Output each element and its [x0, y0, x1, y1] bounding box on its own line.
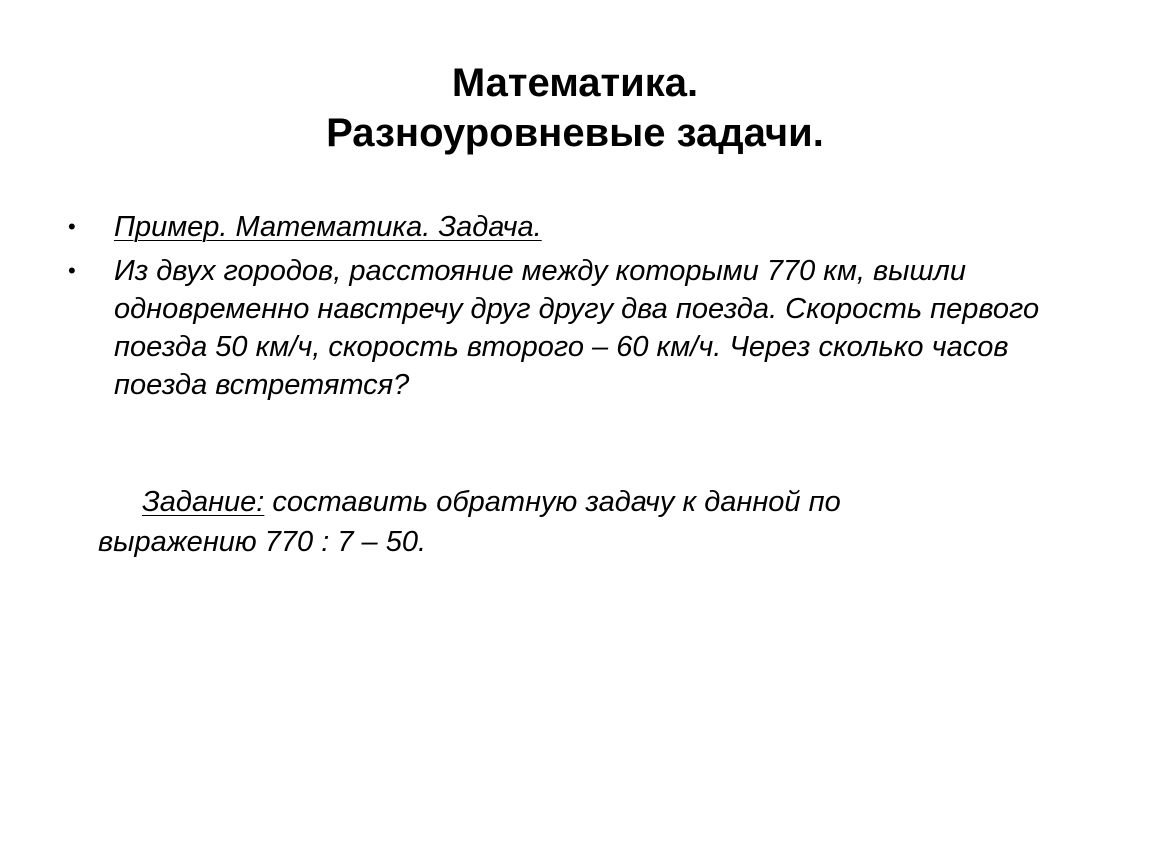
title-line-2: Разноуровневые задачи.	[326, 111, 824, 155]
bullet-item-problem	[68, 252, 1088, 404]
task-paragraph	[98, 482, 978, 562]
problem-text: Из двух городов, расстояние между которыми 770 км, вышли одновременно навстречу друг другу два поезда. Скорость первого поезда 50 км/ч, скорость второго – 60 км/ч. Через сколько часов поезда встретятся?	[114, 255, 1040, 401]
task-text: составить обратную задачу к данной по выражению 770 : 7 – 50.	[98, 486, 841, 558]
bullet-marker: •	[68, 214, 76, 239]
title-line-1: Математика.	[451, 61, 699, 105]
bullet-item-example	[68, 208, 1088, 246]
bullet-list	[68, 208, 1088, 410]
task-label: Задание:	[142, 486, 265, 518]
example-heading: Пример. Математика. Задача.	[114, 211, 542, 243]
slide-title	[0, 58, 1150, 158]
bullet-marker: •	[68, 258, 76, 283]
